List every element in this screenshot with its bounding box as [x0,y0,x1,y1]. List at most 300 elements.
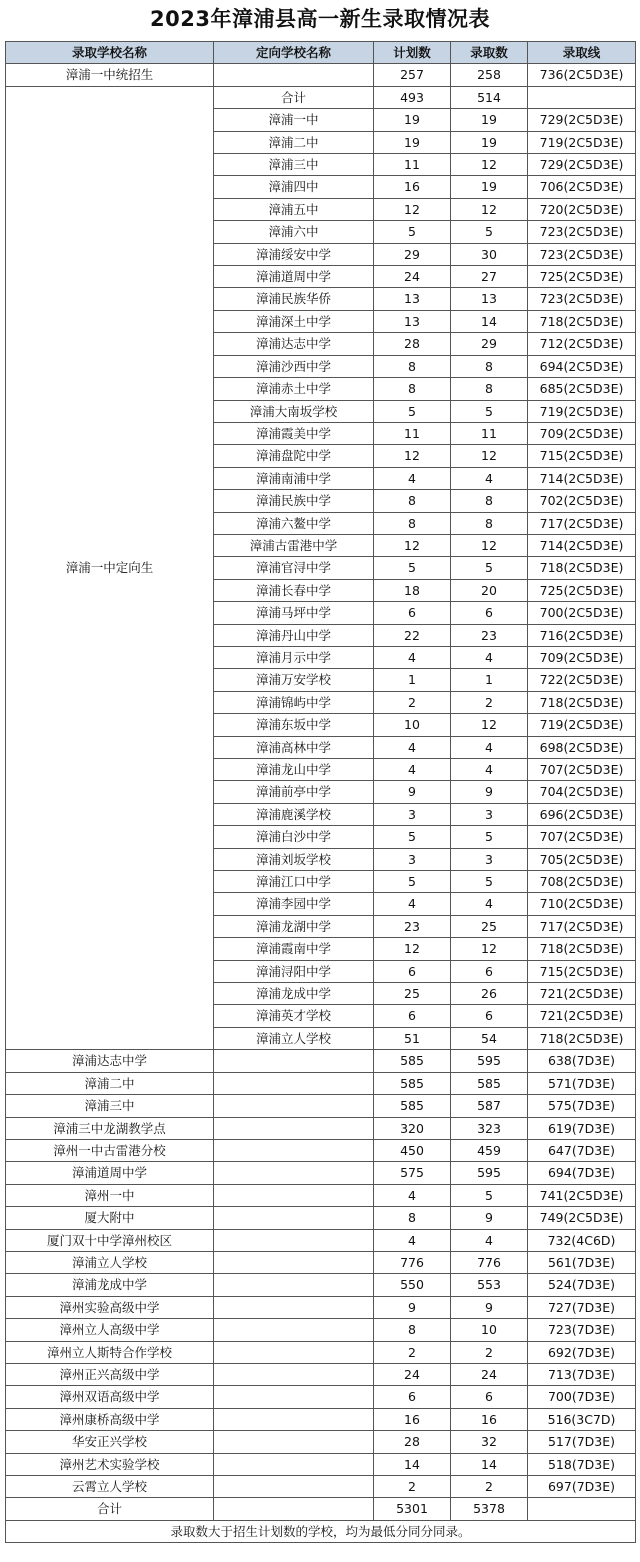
target-cell [214,1072,374,1094]
plan-cell: 2 [374,1476,451,1498]
line-cell: 723(2C5D3E) [528,243,636,265]
target-cell: 漳浦达志中学 [214,333,374,355]
plan-cell: 6 [374,1005,451,1027]
plan-cell: 4 [374,893,451,915]
admit-cell: 5 [451,557,528,579]
table-row [6,1408,636,1430]
target-cell [214,64,374,86]
plan-cell: 12 [374,534,451,556]
admit-cell: 514 [451,86,528,108]
admit-cell: 3 [451,803,528,825]
plan-cell: 257 [374,64,451,86]
admit-cell: 23 [451,624,528,646]
target-cell: 漳浦锦屿中学 [214,691,374,713]
line-cell: 719(2C5D3E) [528,131,636,153]
target-cell: 漳浦一中 [214,109,374,131]
admit-cell: 14 [451,310,528,332]
plan-cell: 5 [374,826,451,848]
target-cell: 漳浦大南坂学校 [214,400,374,422]
admit-cell: 553 [451,1274,528,1296]
target-cell: 漳浦马坪中学 [214,602,374,624]
plan-cell: 19 [374,109,451,131]
plan-cell: 320 [374,1117,451,1139]
target-cell: 漳浦英才学校 [214,1005,374,1027]
target-cell [214,1117,374,1139]
table-row [6,1162,636,1184]
line-cell: 561(7D3E) [528,1251,636,1273]
line-cell: 723(2C5D3E) [528,288,636,310]
target-cell [214,1498,374,1520]
plan-cell: 776 [374,1251,451,1273]
line-cell: 638(7D3E) [528,1050,636,1072]
admit-cell: 11 [451,422,528,444]
plan-cell: 4 [374,759,451,781]
plan-cell: 6 [374,602,451,624]
line-cell: 725(2C5D3E) [528,266,636,288]
line-cell: 694(7D3E) [528,1162,636,1184]
table-row [6,1476,636,1498]
line-cell: 709(2C5D3E) [528,422,636,444]
plan-cell: 5 [374,871,451,893]
line-cell: 697(7D3E) [528,1476,636,1498]
school-cell: 漳州立人高级中学 [6,1319,214,1341]
admit-cell: 12 [451,938,528,960]
admit-cell: 6 [451,602,528,624]
plan-cell: 10 [374,714,451,736]
line-cell: 571(7D3E) [528,1072,636,1094]
table-row [6,1274,636,1296]
plan-cell: 24 [374,1363,451,1385]
target-cell [214,1050,374,1072]
target-cell [214,1296,374,1318]
line-cell [528,1498,636,1520]
target-cell: 漳浦二中 [214,131,374,153]
admit-cell: 5 [451,1184,528,1206]
target-cell [214,1251,374,1273]
target-cell: 漳浦霞美中学 [214,422,374,444]
plan-cell: 575 [374,1162,451,1184]
admit-cell: 25 [451,915,528,937]
admit-cell: 4 [451,736,528,758]
admit-cell: 2 [451,1341,528,1363]
line-cell: 714(2C5D3E) [528,467,636,489]
table-row [6,1184,636,1206]
admit-cell: 32 [451,1431,528,1453]
admit-cell: 5 [451,400,528,422]
line-cell: 709(2C5D3E) [528,646,636,668]
plan-cell: 8 [374,512,451,534]
target-cell [214,1274,374,1296]
admit-cell: 4 [451,1229,528,1251]
plan-cell: 1 [374,669,451,691]
table-row [6,1139,636,1161]
plan-cell: 450 [374,1139,451,1161]
admit-cell: 459 [451,1139,528,1161]
target-cell [214,1453,374,1475]
table-row [6,1296,636,1318]
target-cell: 漳浦东坂中学 [214,714,374,736]
target-cell [214,1207,374,1229]
school-cell: 漳浦一中统招生 [6,64,214,86]
school-cell: 漳州正兴高级中学 [6,1363,214,1385]
target-cell: 漳浦三中 [214,154,374,176]
plan-cell: 12 [374,198,451,220]
line-cell: 719(2C5D3E) [528,714,636,736]
plan-cell: 29 [374,243,451,265]
line-cell: 575(7D3E) [528,1095,636,1117]
line-cell: 719(2C5D3E) [528,400,636,422]
admit-cell: 8 [451,378,528,400]
table-header-row [6,42,636,64]
table-row [6,1386,636,1408]
table-row [6,1431,636,1453]
footnote: 录取数大于招生计划数的学校，均为最低分同分同录。 [6,1520,636,1542]
line-cell: 721(2C5D3E) [528,983,636,1005]
plan-cell: 585 [374,1050,451,1072]
admit-cell: 10 [451,1319,528,1341]
line-cell [528,86,636,108]
table-row [6,1251,636,1273]
admit-cell: 12 [451,534,528,556]
admit-cell: 24 [451,1363,528,1385]
target-cell: 漳浦深土中学 [214,310,374,332]
plan-cell: 4 [374,1229,451,1251]
table-row [6,64,636,86]
plan-cell: 8 [374,355,451,377]
line-cell: 516(3C7D) [528,1408,636,1430]
line-cell: 749(2C5D3E) [528,1207,636,1229]
admit-cell: 14 [451,1453,528,1475]
line-cell: 721(2C5D3E) [528,1005,636,1027]
line-cell: 694(2C5D3E) [528,355,636,377]
target-cell: 漳浦刘坂学校 [214,848,374,870]
line-cell: 729(2C5D3E) [528,109,636,131]
school-cell: 漳浦立人学校 [6,1251,214,1273]
header-line: 录取线 [528,42,636,64]
school-cell: 漳浦道周中学 [6,1162,214,1184]
table-row [6,1229,636,1251]
line-cell: 715(2C5D3E) [528,445,636,467]
target-cell: 漳浦霞南中学 [214,938,374,960]
admit-cell: 2 [451,1476,528,1498]
admit-cell: 4 [451,467,528,489]
target-cell: 漳浦丹山中学 [214,624,374,646]
line-cell: 700(7D3E) [528,1386,636,1408]
school-cell: 漳州立人斯特合作学校 [6,1341,214,1363]
admit-cell: 8 [451,355,528,377]
admit-cell: 5 [451,221,528,243]
line-cell: 718(2C5D3E) [528,691,636,713]
line-cell: 723(7D3E) [528,1319,636,1341]
school-cell: 漳州艺术实验学校 [6,1453,214,1475]
line-cell: 714(2C5D3E) [528,534,636,556]
target-cell [214,1363,374,1385]
table-row [6,1207,636,1229]
plan-cell: 25 [374,983,451,1005]
admit-cell: 5 [451,826,528,848]
school-cell: 厦门双十中学漳州校区 [6,1229,214,1251]
admit-cell: 6 [451,1386,528,1408]
target-cell: 漳浦五中 [214,198,374,220]
school-cell: 漳浦三中龙湖教学点 [6,1117,214,1139]
admit-cell: 587 [451,1095,528,1117]
admit-cell: 9 [451,1296,528,1318]
target-cell: 漳浦江口中学 [214,871,374,893]
target-cell: 漳浦古雷港中学 [214,534,374,556]
admit-cell: 6 [451,960,528,982]
target-cell [214,1229,374,1251]
line-cell: 720(2C5D3E) [528,198,636,220]
admit-cell: 595 [451,1050,528,1072]
target-cell: 漳浦龙成中学 [214,983,374,1005]
target-cell: 漳浦民族华侨 [214,288,374,310]
admit-cell: 54 [451,1027,528,1049]
plan-cell: 22 [374,624,451,646]
target-cell [214,1139,374,1161]
plan-cell: 4 [374,467,451,489]
plan-cell: 8 [374,1319,451,1341]
line-cell: 619(7D3E) [528,1117,636,1139]
admit-cell: 323 [451,1117,528,1139]
header-school: 录取学校名称 [6,42,214,64]
admit-cell: 12 [451,198,528,220]
line-cell: 708(2C5D3E) [528,871,636,893]
admit-cell: 26 [451,983,528,1005]
plan-cell: 8 [374,490,451,512]
target-cell: 漳浦李园中学 [214,893,374,915]
admit-cell: 1 [451,669,528,691]
total-plan: 5301 [374,1498,451,1520]
line-cell: 722(2C5D3E) [528,669,636,691]
plan-cell: 3 [374,803,451,825]
plan-cell: 4 [374,1184,451,1206]
plan-cell: 4 [374,646,451,668]
target-cell [214,1386,374,1408]
plan-cell: 12 [374,938,451,960]
plan-cell: 6 [374,1386,451,1408]
plan-cell: 14 [374,1453,451,1475]
table-row [6,1072,636,1094]
line-cell: 732(4C6D) [528,1229,636,1251]
line-cell: 725(2C5D3E) [528,579,636,601]
line-cell: 718(2C5D3E) [528,938,636,960]
school-cell: 漳州实验高级中学 [6,1296,214,1318]
plan-cell: 2 [374,1341,451,1363]
header-admit: 录取数 [451,42,528,64]
line-cell: 706(2C5D3E) [528,176,636,198]
admit-cell: 16 [451,1408,528,1430]
plan-cell: 28 [374,333,451,355]
table-row [6,1453,636,1475]
admit-cell: 19 [451,176,528,198]
admission-table [5,41,636,1543]
target-cell: 漳浦龙湖中学 [214,915,374,937]
target-cell [214,1431,374,1453]
line-cell: 696(2C5D3E) [528,803,636,825]
target-cell [214,1408,374,1430]
plan-cell: 13 [374,310,451,332]
admit-cell: 27 [451,266,528,288]
admit-cell: 19 [451,131,528,153]
school-cell: 漳浦三中 [6,1095,214,1117]
plan-cell: 23 [374,915,451,937]
line-cell: 712(2C5D3E) [528,333,636,355]
school-cell: 漳浦一中定向生 [6,86,214,1049]
plan-cell: 4 [374,736,451,758]
line-cell: 718(2C5D3E) [528,1027,636,1049]
school-cell: 漳浦二中 [6,1072,214,1094]
note-row [6,1520,636,1542]
school-cell: 华安正兴学校 [6,1431,214,1453]
line-cell: 710(2C5D3E) [528,893,636,915]
admit-cell: 776 [451,1251,528,1273]
line-cell: 707(2C5D3E) [528,826,636,848]
table-row [6,86,636,108]
target-cell: 漳浦白沙中学 [214,826,374,848]
school-cell: 云霄立人学校 [6,1476,214,1498]
target-cell: 漳浦月示中学 [214,646,374,668]
line-cell: 698(2C5D3E) [528,736,636,758]
table-row [6,1095,636,1117]
target-cell [214,1476,374,1498]
plan-cell: 6 [374,960,451,982]
school-cell: 厦大附中 [6,1207,214,1229]
total-label: 合计 [6,1498,214,1520]
target-cell [214,1319,374,1341]
school-cell: 漳浦龙成中学 [6,1274,214,1296]
table-row [6,1363,636,1385]
plan-cell: 9 [374,1296,451,1318]
line-cell: 741(2C5D3E) [528,1184,636,1206]
plan-cell: 8 [374,378,451,400]
line-cell: 517(7D3E) [528,1431,636,1453]
plan-cell: 19 [374,131,451,153]
target-cell: 漳浦高林中学 [214,736,374,758]
admit-cell: 8 [451,512,528,534]
admit-cell: 20 [451,579,528,601]
target-cell: 漳浦南浦中学 [214,467,374,489]
plan-cell: 18 [374,579,451,601]
admit-cell: 4 [451,759,528,781]
line-cell: 715(2C5D3E) [528,960,636,982]
plan-cell: 9 [374,781,451,803]
admit-cell: 8 [451,490,528,512]
target-cell: 漳浦赤土中学 [214,378,374,400]
target-cell [214,1095,374,1117]
target-cell: 漳浦沙西中学 [214,355,374,377]
school-cell: 漳州一中古雷港分校 [6,1139,214,1161]
line-cell: 704(2C5D3E) [528,781,636,803]
header-plan: 计划数 [374,42,451,64]
line-cell: 718(2C5D3E) [528,310,636,332]
target-cell: 漳浦道周中学 [214,266,374,288]
admit-cell: 4 [451,893,528,915]
target-cell: 漳浦前亭中学 [214,781,374,803]
table-row [6,1117,636,1139]
line-cell: 716(2C5D3E) [528,624,636,646]
line-cell: 524(7D3E) [528,1274,636,1296]
plan-cell: 11 [374,154,451,176]
school-cell: 漳浦达志中学 [6,1050,214,1072]
plan-cell: 585 [374,1095,451,1117]
table-row [6,1319,636,1341]
plan-cell: 5 [374,400,451,422]
plan-cell: 24 [374,266,451,288]
plan-cell: 2 [374,691,451,713]
plan-cell: 16 [374,1408,451,1430]
line-cell: 700(2C5D3E) [528,602,636,624]
plan-cell: 3 [374,848,451,870]
admit-cell: 4 [451,646,528,668]
target-cell: 合计 [214,86,374,108]
plan-cell: 550 [374,1274,451,1296]
page-title: 2023年漳浦县高一新生录取情况表 [150,7,490,31]
target-cell [214,1341,374,1363]
target-cell: 漳浦四中 [214,176,374,198]
line-cell: 713(7D3E) [528,1363,636,1385]
target-cell: 漳浦长春中学 [214,579,374,601]
school-cell: 漳州一中 [6,1184,214,1206]
target-cell: 漳浦民族中学 [214,490,374,512]
admit-cell: 3 [451,848,528,870]
target-cell: 漳浦官浔中学 [214,557,374,579]
admit-cell: 258 [451,64,528,86]
line-cell: 717(2C5D3E) [528,512,636,534]
line-cell: 729(2C5D3E) [528,154,636,176]
line-cell: 718(2C5D3E) [528,557,636,579]
total-row [6,1498,636,1520]
plan-cell: 11 [374,422,451,444]
admit-cell: 19 [451,109,528,131]
admit-cell: 585 [451,1072,528,1094]
admit-cell: 12 [451,714,528,736]
plan-cell: 51 [374,1027,451,1049]
line-cell: 727(7D3E) [528,1296,636,1318]
target-cell: 漳浦龙山中学 [214,759,374,781]
target-cell: 漳浦鹿溪学校 [214,803,374,825]
target-cell: 漳浦万安学校 [214,669,374,691]
table-row [6,1341,636,1363]
line-cell: 723(2C5D3E) [528,221,636,243]
target-cell [214,1184,374,1206]
line-cell: 692(7D3E) [528,1341,636,1363]
admit-cell: 12 [451,445,528,467]
plan-cell: 5 [374,557,451,579]
admit-cell: 30 [451,243,528,265]
line-cell: 647(7D3E) [528,1139,636,1161]
line-cell: 717(2C5D3E) [528,915,636,937]
admit-cell: 29 [451,333,528,355]
school-cell: 漳州康桥高级中学 [6,1408,214,1430]
plan-cell: 8 [374,1207,451,1229]
admit-cell: 2 [451,691,528,713]
admit-cell: 6 [451,1005,528,1027]
target-cell: 漳浦盘陀中学 [214,445,374,467]
header-target: 定向学校名称 [214,42,374,64]
line-cell: 707(2C5D3E) [528,759,636,781]
plan-cell: 5 [374,221,451,243]
plan-cell: 16 [374,176,451,198]
admit-cell: 12 [451,154,528,176]
table-row [6,1050,636,1072]
target-cell: 漳浦立人学校 [214,1027,374,1049]
plan-cell: 12 [374,445,451,467]
target-cell [214,1162,374,1184]
table-body [6,64,636,1543]
plan-cell: 493 [374,86,451,108]
plan-cell: 585 [374,1072,451,1094]
plan-cell: 13 [374,288,451,310]
